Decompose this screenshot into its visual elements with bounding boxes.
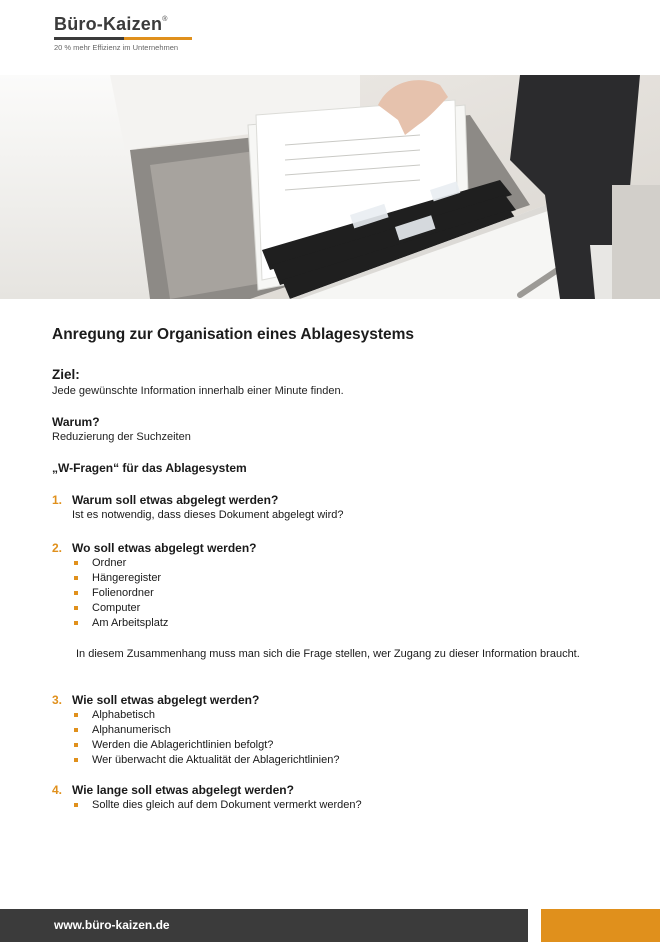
logo xyxy=(54,14,192,52)
question-number: 3. xyxy=(52,693,63,707)
question-title: Wie lange soll etwas abgelegt werden? xyxy=(72,783,294,797)
list-item: Hängeregister xyxy=(72,571,168,586)
question-title: Wie soll etwas abgelegt werden? xyxy=(72,693,260,707)
page-title: Anregung zur Organisation eines Ablagesystems xyxy=(52,326,415,343)
reason-text: Reduzierung der Suchzeiten xyxy=(52,431,191,443)
method-list xyxy=(72,708,339,768)
list-item: Am Arbeitsplatz xyxy=(72,616,168,631)
list-item: Folienordner xyxy=(72,586,168,601)
list-item: Werden die Ablagerichtlinien befolgt? xyxy=(72,738,339,753)
goal-text: Jede gewünschte Information innerhalb einer Minute finden. xyxy=(52,385,344,397)
w-questions-heading: „W-Fragen“ für das Ablagesystem xyxy=(52,461,247,475)
logo-tagline: 20 % mehr Effizienz im Unternehmen xyxy=(54,43,179,52)
question-text: Ist es notwendig, dass dieses Dokument abgelegt wird? xyxy=(72,509,344,521)
list-item: Ordner xyxy=(72,556,168,571)
list-item: Computer xyxy=(72,601,168,616)
footer-accent-block xyxy=(541,909,660,942)
registered-mark: ® xyxy=(162,16,168,23)
logo-rule xyxy=(54,37,192,40)
filing-drawer-illustration xyxy=(0,75,660,299)
question-number: 4. xyxy=(52,783,63,797)
question-number: 1. xyxy=(52,493,63,507)
website-link[interactable]: www.büro-kaizen.de xyxy=(54,918,170,932)
access-note: In diesem Zusammenhang muss man sich die Frage stellen, wer Zugang zu dieser Information braucht. xyxy=(76,648,580,660)
hero-photo xyxy=(0,75,660,299)
question-number: 2. xyxy=(52,541,63,555)
location-list xyxy=(72,556,168,631)
list-item: Alphanumerisch xyxy=(72,723,339,738)
question-title: Warum soll etwas abgelegt werden? xyxy=(72,493,279,507)
duration-list xyxy=(72,798,362,813)
list-item: Alphabetisch xyxy=(72,708,339,723)
reason-heading: Warum? xyxy=(52,415,100,429)
logo-name: Büro-Kaizen xyxy=(54,14,163,34)
question-title: Wo soll etwas abgelegt werden? xyxy=(72,541,257,555)
goal-heading: Ziel: xyxy=(52,367,80,382)
list-item: Sollte dies gleich auf dem Dokument vermerkt werden? xyxy=(72,798,362,813)
footer-bar xyxy=(0,909,528,942)
list-item: Wer überwacht die Aktualität der Ablagerichtlinien? xyxy=(72,753,339,768)
